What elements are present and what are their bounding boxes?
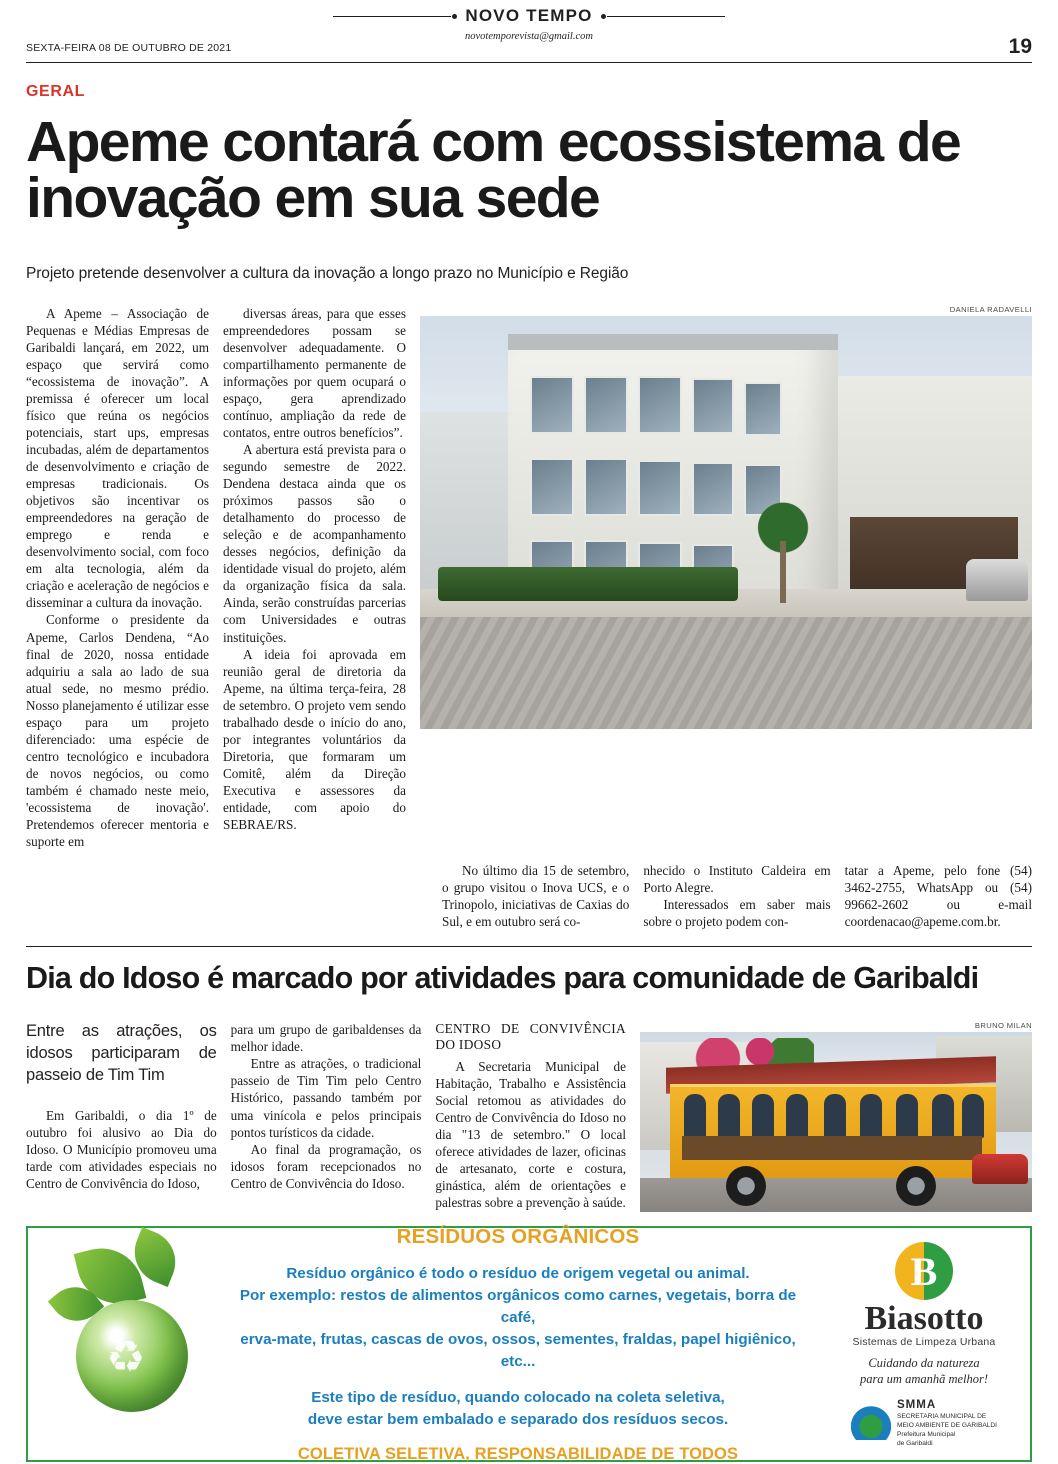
window [692, 462, 734, 516]
section-kicker: GERAL [26, 83, 85, 100]
smma-line-2: MEIO AMBIENTE DE GARIBALDI [896, 1422, 998, 1429]
paragraph: Entre as atrações, o tradicional passeio de Tim Tim pelo Centro Histórico, passando também por uma vinícola e pelos principais pontos turísticos da cidade. [230, 1056, 422, 1140]
paragraph: Conforme o presidente da Apeme, Carlos Dendena, “Ao final de 2020, nossa entidade adquiriu a sala ao lado de sua atual sede, no mesmo prédio. Nosso planejamento é utilizar esse espaço para um projeto diferenciado: uma espécie de centro tecnológico e incubadora de novos negócios, ou como também é chamado neste meio, 'ecossistema de inovação'. Pretendemos oferecer mentoria e suporte em [26, 612, 209, 849]
article-column-2 [223, 305, 406, 850]
building-photo [420, 316, 1032, 729]
article2-standfirst: Entre as atrações, os idosos participaram de passeio de Tim Tim [26, 1022, 217, 1085]
passenger [896, 1094, 918, 1138]
ad-line-4: Este tipo de resíduo, quando colocado na coleta seletiva, [311, 1388, 725, 1406]
passengers [684, 1094, 984, 1140]
ad-line-3: erva-mate, frutas, cascas de ovos, ossos, sementes, fraldas, papel higiênico, etc... [240, 1330, 796, 1370]
advertiser-slogan [818, 1356, 1030, 1387]
tim-tim-bus-photo [640, 1032, 1032, 1212]
issue-date: SEXTA-FEIRA 08 DE OUTUBRO DE 2021 [26, 42, 232, 54]
smma-line-4: de Garibaldi [896, 1439, 933, 1447]
city-seal-block [818, 1398, 1030, 1449]
paragraph: diversas áreas, para que esses empreendedores possam se desenvolver adequadamente. O compartilhamento permanente de informações por quem ocupará o espaço, gera aprendizado contínuo, ampliação da rede de contatos, entre outros benefícios”. [223, 305, 406, 441]
paragraph: No último dia 15 de setembro, o grupo visitou o Inova UCS, e o Trinopolo, iniciativas de Caxias do Sul, e em outubro será co- [442, 862, 630, 929]
subsection-heading: CENTRO DE CONVIVÊNCIA DO IDOSO [435, 1021, 627, 1053]
bus-bench [682, 1136, 982, 1160]
paragraph: Interessados em saber mais sobre o projeto podem con- [643, 896, 831, 929]
ad-line-5: deve estar bem embalado e separado dos resíduos secos. [307, 1410, 729, 1428]
advertiser-branding [818, 1228, 1030, 1460]
page-number: 19 [1008, 35, 1032, 58]
window [744, 382, 782, 436]
passenger [752, 1094, 774, 1138]
article-subhead: Projeto pretende desenvolver a cultura da inovação a longo prazo no Município e Região [26, 264, 629, 282]
article2-column-3 [435, 1021, 626, 1212]
window [638, 460, 682, 516]
article-column-5 [845, 862, 1032, 930]
ad-spacer [226, 1373, 810, 1387]
ad-copy [218, 1225, 818, 1464]
passenger [786, 1094, 808, 1138]
advertiser-name: Biasotto [864, 1300, 984, 1338]
secondary-headline: Dia do Idoso é marcado por atividades para comunidade de Garibaldi [26, 961, 979, 996]
window [530, 376, 574, 434]
article-secondary [26, 1021, 1032, 1212]
rule-left-decoration [333, 16, 451, 17]
paragraph: nhecido o Instituto Caldeira em Porto Alegre. [643, 862, 831, 895]
rule-right-decoration [607, 16, 725, 17]
article-main [26, 305, 1032, 850]
paragraph: Em Garibaldi, o dia 1º de outubro foi alusivo ao Dia do Idoso. O Município promoveu uma tarde com atividades especiais no Centro de Convivência do Idoso, [26, 1108, 217, 1192]
window [584, 458, 628, 516]
window [692, 378, 734, 434]
paragraph: A ideia foi aprovada em reunião geral de diretoria da Apeme, na última terça-feira, 28 de setembro. O projeto vem sendo trabalhado desde o início do ano, por integrantes voluntários da Diretoria, que formaram um Comitê, além da Direção Executiva e assessores da entidade, com apoio do SEBRAE/RS. [223, 646, 406, 832]
palm-tree [750, 499, 816, 609]
hedge [438, 567, 738, 601]
recycle-icon: ♻ [106, 1333, 146, 1383]
cobblestone-street [420, 617, 1032, 729]
passenger [860, 1094, 882, 1138]
smma-caption [897, 1398, 997, 1449]
paragraph: tatar a Apeme, pelo fone (54) 3462-2755, WhatsApp ou (54) 99662-2602 ou e-mail coordenacao@apeme.com.br. [844, 862, 1032, 929]
ad-line-1: Resíduo orgânico é todo o resíduo de origem vegetal ou animal. [286, 1264, 750, 1282]
article2-column-1 [26, 1021, 217, 1212]
paragraph: para um grupo de garibaldenses da melhor idade. [230, 1022, 422, 1055]
ad-line-2: Por exemplo: restos de alimentos orgânicos como carnes, vegetais, borra de café, [239, 1286, 797, 1326]
publication-title [465, 6, 592, 26]
page-title: Apeme contará com ecossistema de inovação em sua sede [26, 110, 961, 230]
paragraph: A abertura está prevista para o segundo semestre de 2022. Dendena destaca ainda que os próximos passos são o detalhamento do processo de seleção e de acompanhamento desses negócios, definição da identidade visual do projeto, além da organização física da sala. Ainda, serão construídas parcerias com Universidades e outras instituições. [223, 442, 406, 645]
article-photo-block [420, 305, 1032, 850]
publication-title-text: NOVO TEMPO [465, 6, 593, 25]
smma-logo-icon [851, 1406, 891, 1440]
passenger [824, 1094, 846, 1138]
background-car [972, 1154, 1028, 1184]
ad-title: RESÍDUOS ORGÂNICOS [396, 1224, 640, 1248]
advertiser-slogan-line-2: para um amanhã melhor! [859, 1371, 989, 1386]
biasotto-logo-icon [895, 1242, 953, 1300]
advertiser-slogan-line-1: Cuidando da natureza [868, 1356, 980, 1371]
paragraph: A Apeme – Associação de Pequenas e Médias Empresas de Garibaldi lançará, em 2022, um espaço que servirá como “ecossistema de inovação”. A premissa é oferecer um local físico que reúna os negócios potenciais, start ups, empresas incubadas, além de departamentos de desenvolvimento e criação de empresas tradicionais. Os objetivos são incentivar os empreendedores na geração de emprego e renda e desenvolvimento social, com foco em alta tecnologia, além da criação e aceleração de negócios e disseminar a cultura da inovação. [26, 305, 209, 611]
paragraph: Ao final da programação, os idosos foram recepcionados no Centro de Convivência do Idoso. [230, 1141, 422, 1191]
passenger [718, 1094, 740, 1138]
article-column-1 [26, 305, 209, 850]
passenger [684, 1094, 706, 1138]
contact-email: novotemporevista@gmail.com [465, 31, 593, 42]
ad-illustration [28, 1228, 218, 1460]
article2-photo-block [640, 1021, 1032, 1212]
smma-line-1: SECRETARIA MUNICIPAL DE [896, 1413, 987, 1421]
photo-credit: BRUNO MILAN [974, 1021, 1033, 1031]
smma-acronym: SMMA [896, 1398, 937, 1411]
smma-line-3: Prefeitura Municipal [896, 1430, 956, 1438]
advertisement-banner [26, 1226, 1032, 1462]
paragraph: A Secretaria Municipal de Habitação, Trabalho e Assistência Social retomou as atividades do Centro de Convivência do Idoso no dia "13 de setembro." O local oferece atividades de lazer, oficinas de artesanato, corte e costura, ginástica, além de orientações e palestras sobre a prevenção à saúde. [435, 1058, 627, 1210]
window [638, 376, 682, 434]
parked-car [966, 559, 1028, 601]
advertiser-tagline: Sistemas de Limpeza Urbana [852, 1336, 996, 1349]
article2-column-2 [231, 1021, 422, 1212]
article-column-3 [442, 862, 629, 930]
photo-credit: DANIELA RADAVELLI [949, 304, 1032, 314]
passenger [962, 1094, 984, 1138]
article-column-4 [643, 862, 830, 930]
masthead [26, 0, 1032, 63]
window [530, 458, 574, 516]
passenger [932, 1094, 954, 1138]
section-divider [26, 946, 1032, 947]
window [584, 376, 628, 434]
ad-footer-slogan: COLETIVA SELETIVA, RESPONSABILIDADE DE TODOS [297, 1444, 739, 1463]
article-main-continuation [442, 862, 1032, 930]
masthead-center [26, 6, 1032, 42]
